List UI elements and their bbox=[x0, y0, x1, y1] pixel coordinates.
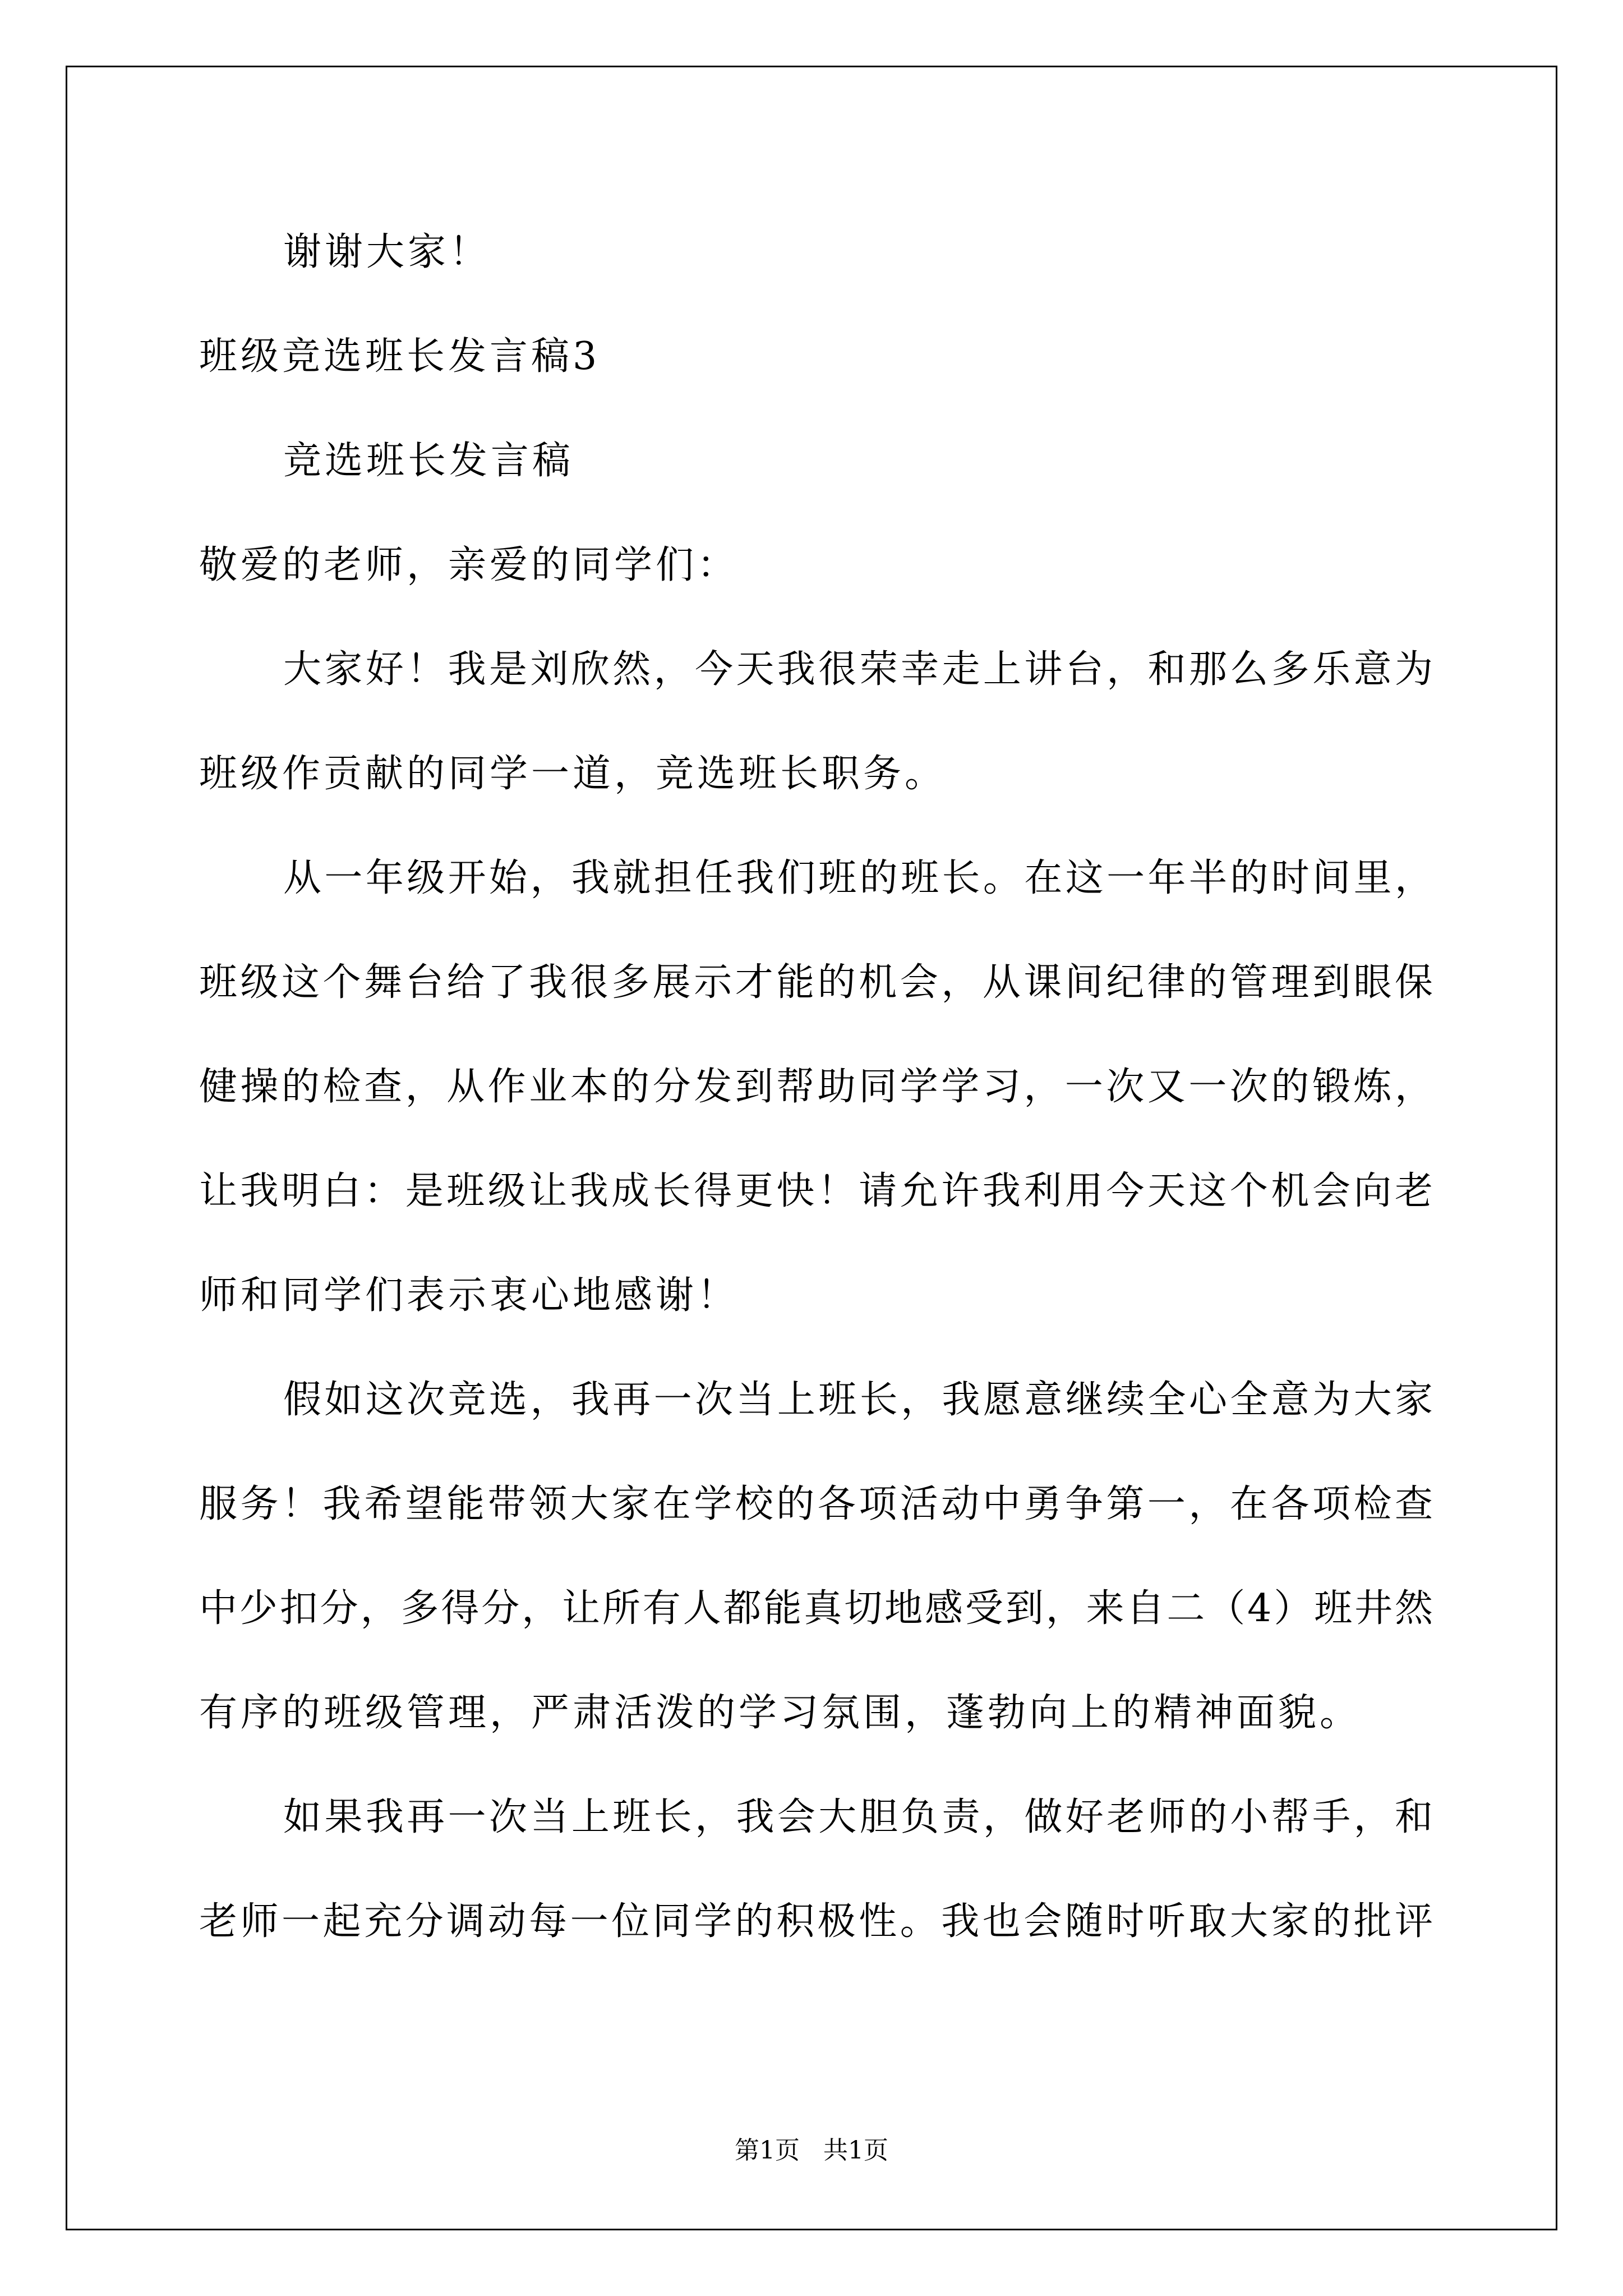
closing-line: 谢谢大家！ bbox=[283, 230, 491, 274]
paragraph-line: 有序的班级管理，严肃活泼的学习氛围，蓬勃向上的精神面貌。 bbox=[199, 1691, 1362, 1735]
speech-title: 竞选班长发言稿 bbox=[283, 439, 574, 483]
paragraph-line: 从一年级开始，我就担任我们班的班长。在这一年半的时间里， bbox=[283, 856, 1433, 900]
paragraph-line: 师和同学们表示衷心地感谢！ bbox=[199, 1273, 739, 1318]
paragraph-line: 大家好！我是刘欣然，今天我很荣幸走上讲台，和那么多乐意为 bbox=[283, 647, 1433, 692]
section-title: 班级竞选班长发言稿3 bbox=[199, 334, 601, 379]
paragraph-line: 中少扣分，多得分，让所有人都能真切地感受到，来自二（4）班井然 bbox=[199, 1586, 1433, 1631]
paragraph-line: 班级作贡献的同学一道，竞选班长职务。 bbox=[199, 752, 947, 796]
paragraph-line: 如果我再一次当上班长，我会大胆负责，做好老师的小帮手，和 bbox=[283, 1795, 1433, 1839]
page-footer: 第1页 共1页 bbox=[735, 2136, 888, 2165]
paragraph-line: 假如这次竞选，我再一次当上班长，我愿意继续全心全意为大家 bbox=[283, 1378, 1433, 1422]
paragraph-line: 健操的检查，从作业本的分发到帮助同学学习，一次又一次的锻炼， bbox=[199, 1065, 1433, 1109]
salutation: 敬爱的老师，亲爱的同学们： bbox=[199, 543, 739, 587]
paragraph-line: 服务！我希望能带领大家在学校的各项活动中勇争第一，在各项检查 bbox=[199, 1482, 1433, 1526]
paragraph-line: 班级这个舞台给了我很多展示才能的机会，从课间纪律的管理到眼保 bbox=[199, 960, 1433, 1005]
paragraph-line: 老师一起充分调动每一位同学的积极性。我也会随时听取大家的批评 bbox=[199, 1899, 1433, 1944]
paragraph-line: 让我明白：是班级让我成长得更快！请允许我利用今天这个机会向老 bbox=[199, 1169, 1433, 1213]
